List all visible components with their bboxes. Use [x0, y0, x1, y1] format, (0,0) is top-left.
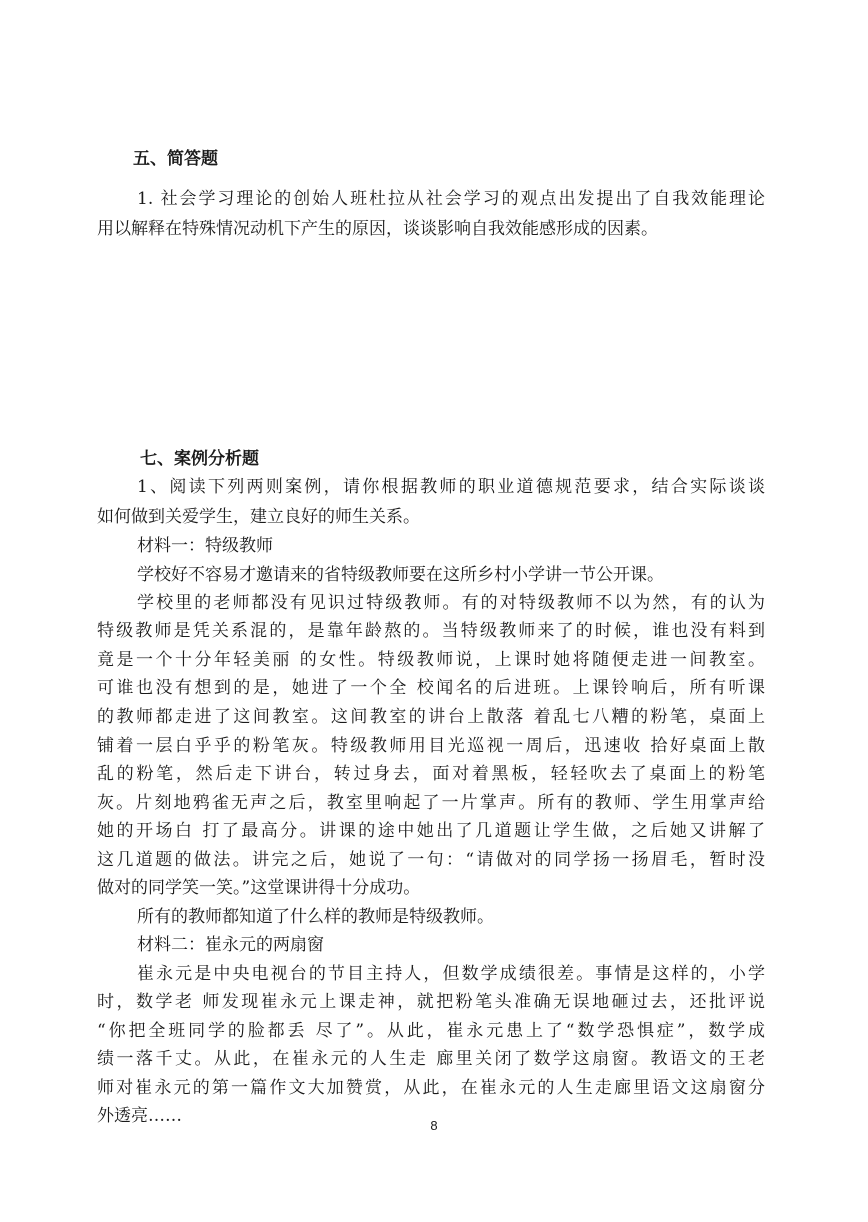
material-1-title: 材料一：特级教师: [137, 536, 273, 556]
question-5-1-line-1: 1. 社会学习理论的创始人班杜拉从社会学习的观点出发提出了自我效能理论: [137, 189, 765, 209]
material-2-p1-line-3: “你把全班同学的脸都丢 尽了”。从此，崔永元患上了“数学恐惧症”，数学成: [97, 1021, 765, 1041]
material-1-paragraph-3: 所有的教师都知道了什么样的教师是特级教师。: [137, 907, 494, 927]
material-1-p2-line-2: 特级教师是凭关系混的，是靠年龄熬的。当特级教师来了的时候，谁也没有料到: [97, 621, 765, 641]
material-1-p2-line-7: 乱的粉笔，然后走下讲台，转过身去，面对着黑板，轻轻吹去了桌面上的粉笔: [97, 764, 765, 784]
material-1-p2-line-10: 这几道题的做法。讲完之后，她说了一句：“请做对的同学扬一扬眉毛，暂时没: [97, 850, 765, 870]
material-2-p1-line-6: 外透亮……: [97, 1106, 182, 1126]
material-1-p2-line-4: 可谁也没有想到的是，她进了一个全 校闻名的后进班。上课铃响后，所有听课: [97, 678, 765, 698]
material-1-p2-line-8: 灰。片刻地鸦雀无声之后，教室里响起了一片掌声。所有的教师、学生用掌声给: [97, 793, 765, 813]
page-number: 8: [430, 1118, 438, 1133]
question-5-1-line-2: 用以解释在特殊情况动机下产生的原因，谈谈影响自我效能感形成的因素。: [97, 219, 658, 239]
material-1-p2-line-6: 铺着一层白乎乎的粉笔灰。特级教师用目光巡视一周后，迅速收 拾好桌面上散: [97, 736, 765, 756]
material-2-p1-line-1: 崔永元是中央电视台的节目主持人，但数学成绩很差。事情是这样的，小学: [137, 964, 765, 984]
material-1-p2-line-11: 做对的同学笑一笑。”这堂课讲得十分成功。: [97, 878, 421, 898]
material-1-p2-line-3: 竟是一个十分年轻美丽 的女性。特级教师说，上课时她将随便走进一间教室。: [97, 650, 765, 670]
question-7-1-line-1: 1、阅读下列两则案例，请你根据教师的职业道德规范要求，结合实际谈谈: [137, 477, 765, 497]
section-7-heading: 七、案例分析题: [140, 449, 259, 469]
material-2-p1-line-2: 时，数学老 师发现崔永元上课走神，就把粉笔头准确无误地砸过去，还批评说: [97, 992, 765, 1012]
material-1-p2-line-9: 她的开场白 打了最高分。讲课的途中她出了几道题让学生做，之后她又讲解了: [97, 821, 765, 841]
section-5-heading: 五、简答题: [133, 149, 218, 169]
material-1-p2-line-5: 的教师都走进了这间教室。这间教室的讲台上散落 着乱七八糟的粉笔，桌面上: [97, 707, 765, 727]
material-1-paragraph-1: 学校好不容易才邀请来的省特级教师要在这所乡村小学讲一节公开课。: [137, 565, 664, 585]
material-1-p2-line-1: 学校里的老师都没有见识过特级教师。有的对特级教师不以为然，有的认为: [137, 593, 765, 613]
material-2-p1-line-5: 师对崔永元的第一篇作文大加赞赏，从此，在崔永元的人生走廊里语文这扇窗分: [97, 1078, 765, 1098]
material-2-title: 材料二：崔永元的两扇窗: [137, 935, 324, 955]
question-7-1-line-2: 如何做到关爱学生，建立良好的师生关系。: [97, 507, 420, 527]
material-2-p1-line-4: 绩一落千丈。从此，在崔永元的人生走 廊里关闭了数学这扇窗。教语文的王老: [97, 1049, 765, 1069]
